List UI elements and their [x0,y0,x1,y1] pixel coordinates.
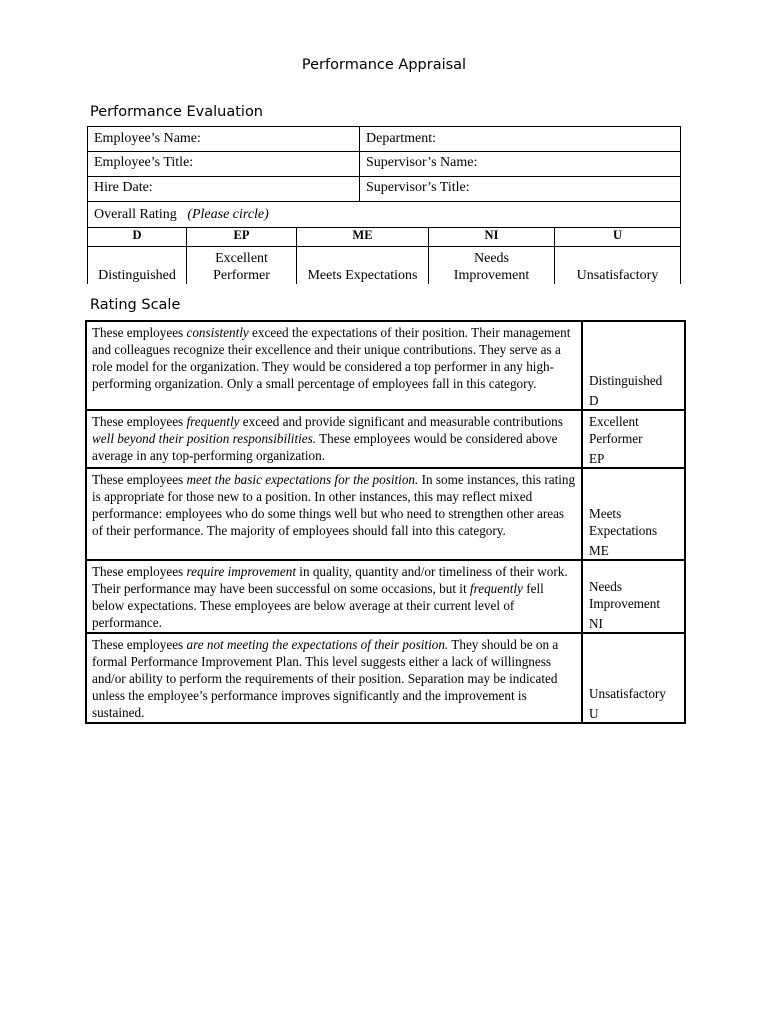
rating-name-excellent-performer-text: Excellent Performer [213,251,270,283]
rating-code-me[interactable]: ME [352,228,373,242]
scale-row-meets-expectations [87,469,684,561]
employee-title-label: Employee’s Title: [94,155,194,170]
rating-name-needs-improvement-text: Needs Improvement [453,251,530,283]
scale-description: These employees require improvement in quality, quantity and/or timeliness of their work. Their performance may have been successful on some occasions, but it frequently fell below expectations. These employees are below average at their current level of performance. [87,561,583,632]
scale-label-cell [583,469,684,559]
evaluation-heading: Performance Evaluation [90,104,264,120]
rating-scale-table [85,320,686,724]
rating-name-distinguished[interactable] [88,248,186,284]
scale-label: Distinguished [589,373,663,388]
rating-code-ni[interactable]: NI [484,228,499,242]
scale-label: Meets Expectations [589,505,658,538]
rating-name-needs-improvement[interactable] [429,248,554,284]
scale-label-cell [583,561,684,632]
scale-label-cell [583,411,684,467]
rating-code-u[interactable]: U [612,228,623,242]
scale-description: These employees meet the basic expectations for the position. In some instances, this rating is appropriate for those new to a position. In other instances, this may reflect mixed performance: employees who do some things well but who need to strengthen other areas of their performance. The majority of employees should fall into this category. [87,469,583,559]
please-circle-note: (Please circle) [187,207,269,222]
scale-row-needs-improvement [87,561,684,634]
scale-row-excellent-performer [87,411,684,469]
rating-scale-heading: Rating Scale [90,297,181,313]
scale-label: Excellent Performer [589,413,643,446]
scale-label: Unsatisfactory [589,686,666,701]
supervisor-name-label: Supervisor’s Name: [366,155,478,170]
scale-row-unsatisfactory [87,634,684,722]
rating-code-ep[interactable]: EP [233,228,250,242]
supervisor-title-label: Supervisor’s Title: [366,180,470,195]
scale-row-distinguished [87,322,684,411]
scale-label-cell [583,322,684,409]
rating-name-unsatisfactory[interactable] [555,248,680,284]
scale-description: These employees frequently exceed and provide significant and measurable contributions well beyond their position responsibilities. These employees would be considered above average in any top-performing organization. [87,411,583,467]
hire-date-label: Hire Date: [94,180,153,195]
scale-label: Needs Improvement [589,578,661,611]
rating-name-distinguished-text: Distinguished [98,268,176,283]
scale-code: EP [589,450,605,466]
document-title: Performance Appraisal [301,57,467,73]
rating-name-unsatisfactory-text: Unsatisfactory [576,268,659,283]
evaluation-form [87,126,681,284]
rating-name-meets-expectations-text: Meets Expectations [307,268,418,283]
scale-code: NI [589,615,603,631]
rating-name-excellent-performer[interactable] [187,248,296,284]
scale-code: D [589,392,599,408]
rating-code-d[interactable]: D [132,228,142,242]
scale-code: U [589,705,599,721]
scale-label-cell [583,634,684,722]
employee-name-label: Employee’s Name: [94,131,201,146]
scale-code: ME [589,542,609,558]
overall-rating-text: Overall Rating [94,207,177,222]
rating-name-meets-expectations[interactable] [297,248,428,284]
scale-description: These employees consistently exceed the expectations of their position. Their management and colleagues recognize their excellence and their unique contributions. They serve as a role model for the organization. They would be considered a top performer in any high-performing organization. Only a small percentage of employees fall in this category. [87,322,583,409]
department-label: Department: [366,131,436,146]
scale-description: These employees are not meeting the expectations of their position. They should be on a formal Performance Improvement Plan. This level suggests either a lack of willingness and/or ability to perform the requirements of their position. Separation may be indicated unless the employee’s performance improves significantly and the improvement is sustained. [87,634,583,722]
overall-rating-label [94,207,269,223]
